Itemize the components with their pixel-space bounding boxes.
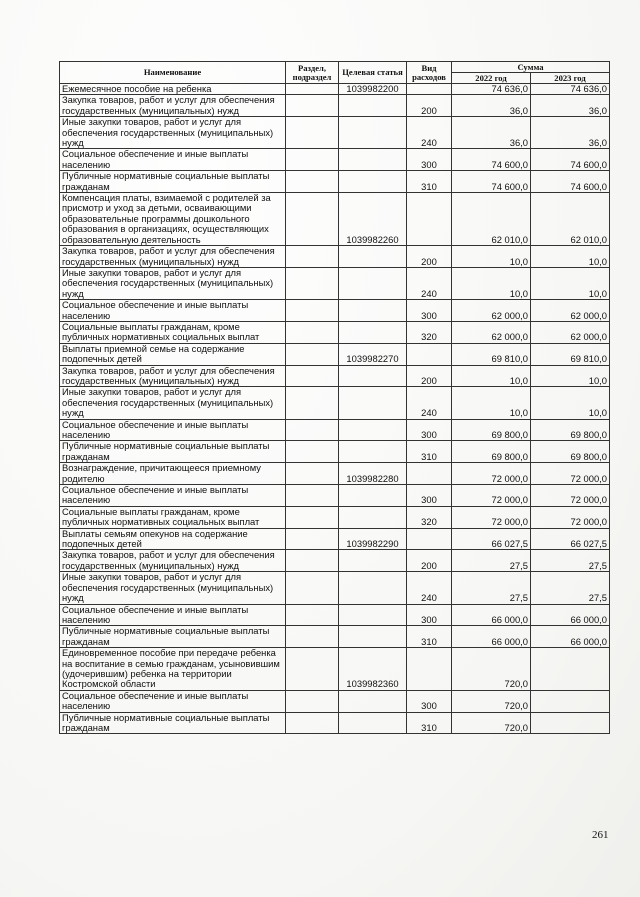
cell-sum-2023: 27,5 [531, 572, 610, 604]
table-row [60, 267, 610, 299]
cell-sum-2022: 720,0 [452, 690, 531, 712]
table-row [60, 485, 610, 507]
cell-expense-type [407, 84, 452, 95]
cell-name: Выплаты приемной семье на содержание подопечных детей [60, 343, 286, 365]
cell-section [286, 365, 339, 387]
table-row [60, 300, 610, 322]
table-row [60, 321, 610, 343]
cell-expense-type: 200 [407, 550, 452, 572]
cell-sum-2022: 66 000,0 [452, 626, 531, 648]
cell-expense-type: 310 [407, 171, 452, 193]
cell-target [339, 365, 407, 387]
cell-sum-2022: 74 600,0 [452, 149, 531, 171]
cell-expense-type: 200 [407, 95, 452, 117]
cell-sum-2023: 69 800,0 [531, 441, 610, 463]
cell-sum-2023 [531, 712, 610, 734]
cell-target [339, 626, 407, 648]
cell-sum-2023: 62 010,0 [531, 193, 610, 246]
table-row [60, 463, 610, 485]
cell-name: Иные закупки товаров, работ и услуг для обеспечения государственных (муниципальных) нужд [60, 117, 286, 149]
cell-sum-2022: 10,0 [452, 246, 531, 268]
table-row [60, 419, 610, 441]
page-number: 261 [592, 829, 609, 841]
cell-name: Публичные нормативные социальные выплаты гражданам [60, 712, 286, 734]
cell-target [339, 690, 407, 712]
cell-section [286, 626, 339, 648]
cell-sum-2022: 36,0 [452, 95, 531, 117]
cell-target [339, 321, 407, 343]
cell-name: Вознаграждение, причитающееся приемному родителю [60, 463, 286, 485]
cell-sum-2022: 62 000,0 [452, 321, 531, 343]
cell-target [339, 604, 407, 626]
cell-expense-type: 300 [407, 419, 452, 441]
cell-section [286, 419, 339, 441]
cell-expense-type: 310 [407, 712, 452, 734]
cell-expense-type [407, 463, 452, 485]
cell-expense-type [407, 528, 452, 550]
cell-name: Выплаты семьям опекунов на содержание подопечных детей [60, 528, 286, 550]
cell-name: Закупка товаров, работ и услуг для обеспечения государственных (муниципальных) нужд [60, 246, 286, 268]
cell-target [339, 550, 407, 572]
cell-sum-2023: 72 000,0 [531, 506, 610, 528]
cell-name: Единовременное пособие при передаче ребенка на воспитание в семью гражданам, усыновившим (удочерившим) ребенка на территории Костромской области [60, 648, 286, 691]
cell-section [286, 171, 339, 193]
table-row [60, 550, 610, 572]
cell-target: 1039982270 [339, 343, 407, 365]
table-row [60, 506, 610, 528]
cell-section [286, 117, 339, 149]
header-section: Раздел, подраздел [286, 62, 339, 84]
cell-section [286, 485, 339, 507]
cell-name: Социальное обеспечение и иные выплаты населению [60, 419, 286, 441]
cell-sum-2023 [531, 648, 610, 691]
cell-sum-2022: 66 000,0 [452, 604, 531, 626]
cell-target [339, 387, 407, 419]
cell-sum-2022: 720,0 [452, 648, 531, 691]
cell-expense-type: 240 [407, 572, 452, 604]
table-body [60, 84, 610, 734]
cell-expense-type: 200 [407, 365, 452, 387]
cell-sum-2022: 66 027,5 [452, 528, 531, 550]
cell-sum-2023: 74 636,0 [531, 84, 610, 95]
cell-target: 1039982200 [339, 84, 407, 95]
cell-sum-2023: 69 800,0 [531, 419, 610, 441]
cell-section [286, 321, 339, 343]
cell-name: Публичные нормативные социальные выплаты гражданам [60, 171, 286, 193]
cell-sum-2023: 10,0 [531, 246, 610, 268]
cell-sum-2022: 69 810,0 [452, 343, 531, 365]
table-row [60, 572, 610, 604]
header-target: Целевая статья [339, 62, 407, 84]
cell-target [339, 300, 407, 322]
cell-section [286, 84, 339, 95]
cell-expense-type: 300 [407, 300, 452, 322]
cell-sum-2022: 72 000,0 [452, 506, 531, 528]
cell-target [339, 485, 407, 507]
cell-sum-2022: 10,0 [452, 365, 531, 387]
cell-section [286, 690, 339, 712]
table-row [60, 343, 610, 365]
cell-name: Социальное обеспечение и иные выплаты населению [60, 300, 286, 322]
cell-sum-2022: 62 010,0 [452, 193, 531, 246]
cell-sum-2022: 10,0 [452, 267, 531, 299]
cell-target [339, 149, 407, 171]
cell-target [339, 246, 407, 268]
cell-expense-type: 300 [407, 149, 452, 171]
cell-sum-2023: 62 000,0 [531, 321, 610, 343]
header-year-2023: 2023 год [531, 73, 610, 84]
cell-target: 1039982280 [339, 463, 407, 485]
cell-name: Социальное обеспечение и иные выплаты населению [60, 149, 286, 171]
cell-sum-2022: 36,0 [452, 117, 531, 149]
cell-expense-type: 240 [407, 267, 452, 299]
cell-sum-2022: 10,0 [452, 387, 531, 419]
cell-expense-type: 300 [407, 690, 452, 712]
cell-sum-2023: 72 000,0 [531, 463, 610, 485]
cell-sum-2022: 69 800,0 [452, 419, 531, 441]
cell-expense-type: 300 [407, 604, 452, 626]
table-row [60, 690, 610, 712]
cell-sum-2023: 66 000,0 [531, 626, 610, 648]
table-row [60, 149, 610, 171]
table-row [60, 712, 610, 734]
header-name: Наименование [60, 62, 286, 84]
cell-name: Иные закупки товаров, работ и услуг для обеспечения государственных (муниципальных) нужд [60, 572, 286, 604]
cell-sum-2022: 72 000,0 [452, 463, 531, 485]
cell-section [286, 506, 339, 528]
cell-sum-2023: 66 000,0 [531, 604, 610, 626]
cell-sum-2022: 69 800,0 [452, 441, 531, 463]
cell-expense-type: 200 [407, 246, 452, 268]
cell-name: Закупка товаров, работ и услуг для обеспечения государственных (муниципальных) нужд [60, 365, 286, 387]
cell-expense-type: 320 [407, 506, 452, 528]
cell-sum-2023: 10,0 [531, 267, 610, 299]
table-row [60, 193, 610, 246]
table-row [60, 117, 610, 149]
cell-section [286, 528, 339, 550]
cell-section [286, 463, 339, 485]
cell-sum-2022: 27,5 [452, 572, 531, 604]
cell-name: Закупка товаров, работ и услуг для обеспечения государственных (муниципальных) нужд [60, 95, 286, 117]
cell-target [339, 171, 407, 193]
cell-sum-2023: 66 027,5 [531, 528, 610, 550]
cell-section [286, 387, 339, 419]
table-row [60, 441, 610, 463]
cell-sum-2022: 62 000,0 [452, 300, 531, 322]
cell-section [286, 648, 339, 691]
cell-sum-2022: 74 600,0 [452, 171, 531, 193]
table-row [60, 246, 610, 268]
cell-sum-2022: 720,0 [452, 712, 531, 734]
cell-expense-type [407, 343, 452, 365]
cell-sum-2023: 27,5 [531, 550, 610, 572]
cell-name: Социальные выплаты гражданам, кроме публичных нормативных социальных выплат [60, 506, 286, 528]
cell-sum-2022: 27,5 [452, 550, 531, 572]
cell-target [339, 712, 407, 734]
cell-name: Иные закупки товаров, работ и услуг для обеспечения государственных (муниципальных) нужд [60, 387, 286, 419]
cell-target: 1039982360 [339, 648, 407, 691]
cell-section [286, 95, 339, 117]
cell-expense-type: 300 [407, 485, 452, 507]
cell-sum-2023: 62 000,0 [531, 300, 610, 322]
cell-name: Ежемесячное пособие на ребенка [60, 84, 286, 95]
cell-expense-type: 310 [407, 626, 452, 648]
cell-section [286, 604, 339, 626]
cell-sum-2023: 72 000,0 [531, 485, 610, 507]
cell-expense-type: 320 [407, 321, 452, 343]
cell-name: Социальное обеспечение и иные выплаты населению [60, 604, 286, 626]
cell-sum-2023: 74 600,0 [531, 171, 610, 193]
cell-expense-type: 240 [407, 387, 452, 419]
cell-name: Публичные нормативные социальные выплаты гражданам [60, 626, 286, 648]
cell-sum-2022: 72 000,0 [452, 485, 531, 507]
table-row [60, 365, 610, 387]
cell-sum-2023: 74 600,0 [531, 149, 610, 171]
cell-section [286, 343, 339, 365]
cell-section [286, 300, 339, 322]
cell-target [339, 572, 407, 604]
cell-target [339, 419, 407, 441]
table-row [60, 604, 610, 626]
table-row [60, 626, 610, 648]
cell-sum-2023 [531, 690, 610, 712]
cell-sum-2023: 10,0 [531, 387, 610, 419]
cell-name: Социальное обеспечение и иные выплаты населению [60, 690, 286, 712]
cell-name: Иные закупки товаров, работ и услуг для обеспечения государственных (муниципальных) нужд [60, 267, 286, 299]
cell-section [286, 246, 339, 268]
cell-sum-2023: 36,0 [531, 117, 610, 149]
cell-name: Социальные выплаты гражданам, кроме публичных нормативных социальных выплат [60, 321, 286, 343]
table-row [60, 95, 610, 117]
cell-target [339, 506, 407, 528]
cell-sum-2022: 74 636,0 [452, 84, 531, 95]
table-row [60, 387, 610, 419]
table-row [60, 171, 610, 193]
cell-target [339, 267, 407, 299]
cell-sum-2023: 10,0 [531, 365, 610, 387]
cell-name: Публичные нормативные социальные выплаты гражданам [60, 441, 286, 463]
cell-section [286, 712, 339, 734]
table-row [60, 84, 610, 95]
cell-sum-2023: 69 810,0 [531, 343, 610, 365]
cell-name: Социальное обеспечение и иные выплаты населению [60, 485, 286, 507]
cell-section [286, 193, 339, 246]
cell-name: Закупка товаров, работ и услуг для обеспечения государственных (муниципальных) нужд [60, 550, 286, 572]
header-year-2022: 2022 год [452, 73, 531, 84]
cell-sum-2023: 36,0 [531, 95, 610, 117]
cell-target [339, 441, 407, 463]
cell-target: 1039982260 [339, 193, 407, 246]
cell-section [286, 441, 339, 463]
cell-section [286, 267, 339, 299]
header-sum: Сумма [452, 62, 610, 73]
cell-target: 1039982290 [339, 528, 407, 550]
table-row [60, 648, 610, 691]
table-row [60, 528, 610, 550]
cell-expense-type: 240 [407, 117, 452, 149]
header-expense-type: Вид расходов [407, 62, 452, 84]
cell-expense-type: 310 [407, 441, 452, 463]
budget-table [59, 61, 610, 734]
cell-target [339, 95, 407, 117]
cell-expense-type [407, 648, 452, 691]
cell-expense-type [407, 193, 452, 246]
cell-section [286, 149, 339, 171]
cell-section [286, 572, 339, 604]
cell-target [339, 117, 407, 149]
cell-section [286, 550, 339, 572]
cell-name: Компенсация платы, взимаемой с родителей за присмотр и уход за детьми, осваивающими образовательные программы дошкольного образования в организациях, осуществляющих образовательную деятельность [60, 193, 286, 246]
table-header-row [60, 62, 610, 73]
